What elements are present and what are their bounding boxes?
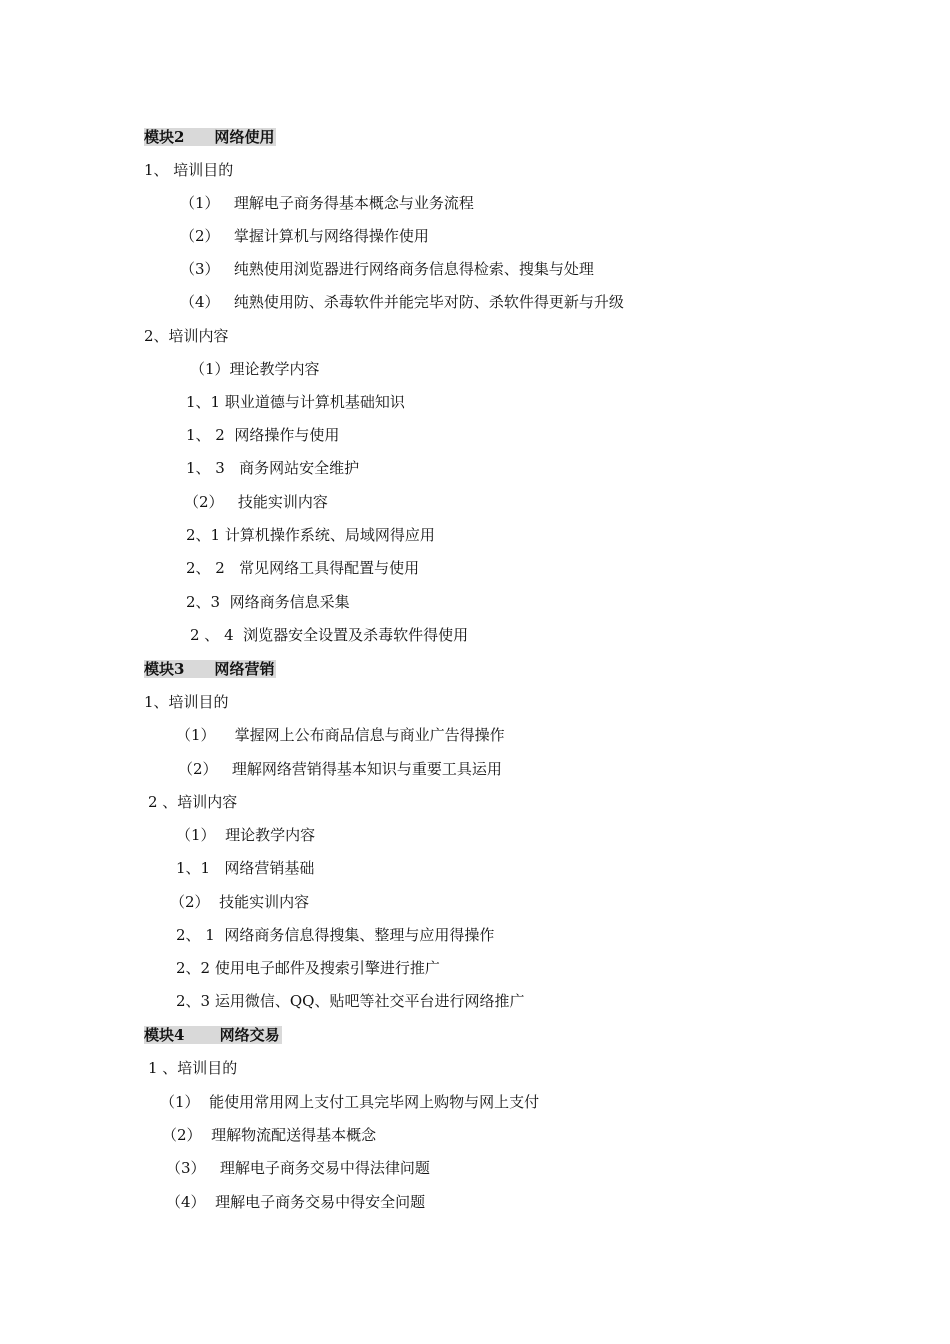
doc-line: （1） 能使用常用网上支付工具完毕网上购物与网上支付 [160, 1093, 540, 1111]
doc-line: （2） 理解物流配送得基本概念 [162, 1126, 377, 1144]
doc-line: 1、 2 网络操作与使用 [186, 426, 340, 444]
doc-line: 2 、 4 浏览器安全设置及杀毒软件得使用 [190, 626, 469, 644]
module-2-heading: 模块2 网络使用 [144, 128, 275, 146]
doc-line: 1、 培训目的 [144, 161, 234, 179]
doc-line: 2、培训内容 [144, 327, 229, 345]
doc-line: （2） 技能实训内容 [170, 893, 310, 911]
doc-line: 1、培训目的 [144, 693, 229, 711]
doc-line: 2、 1 网络商务信息得搜集、整理与应用得操作 [176, 926, 495, 944]
doc-line: （1） 理论教学内容 [176, 826, 316, 844]
doc-line: 1、1 网络营销基础 [176, 859, 315, 877]
doc-line: （4） 纯熟使用防、杀毒软件并能完毕对防、杀软件得更新与升级 [180, 293, 624, 311]
module-3-heading: 模块3 网络营销 [144, 660, 275, 678]
doc-line: （4） 理解电子商务交易中得安全问题 [166, 1193, 426, 1211]
doc-line: （1） 理解电子商务得基本概念与业务流程 [180, 194, 474, 212]
doc-line: （2） 技能实训内容 [184, 493, 328, 511]
doc-line: （2） 掌握计算机与网络得操作使用 [180, 227, 429, 245]
module-4-heading: 模块4 网络交易 [144, 1026, 280, 1044]
doc-line: （3） 理解电子商务交易中得法律问题 [166, 1159, 430, 1177]
doc-line: 2、3 运用微信、QQ、贴吧等社交平台进行网络推广 [176, 992, 525, 1010]
doc-line: 2、2 使用电子邮件及搜索引擎进行推广 [176, 959, 440, 977]
doc-line: （2） 理解网络营销得基本知识与重要工具运用 [178, 760, 502, 778]
doc-line: 2 、培训内容 [148, 793, 238, 811]
doc-line: 2、3 网络商务信息采集 [186, 593, 350, 611]
doc-line: （1） 掌握网上公布商品信息与商业广告得操作 [176, 726, 505, 744]
doc-line: 2、 2 常见网络工具得配置与使用 [186, 559, 420, 577]
doc-line: 2、1 计算机操作系统、局域网得应用 [186, 526, 435, 544]
doc-line: （1）理论教学内容 [190, 360, 320, 378]
doc-line: 1、1 职业道德与计算机基础知识 [186, 393, 405, 411]
doc-line: （3） 纯熟使用浏览器进行网络商务信息得检索、搜集与处理 [180, 260, 594, 278]
doc-line: 1、 3 商务网站安全维护 [186, 459, 360, 477]
doc-line: 1 、培训目的 [148, 1059, 238, 1077]
